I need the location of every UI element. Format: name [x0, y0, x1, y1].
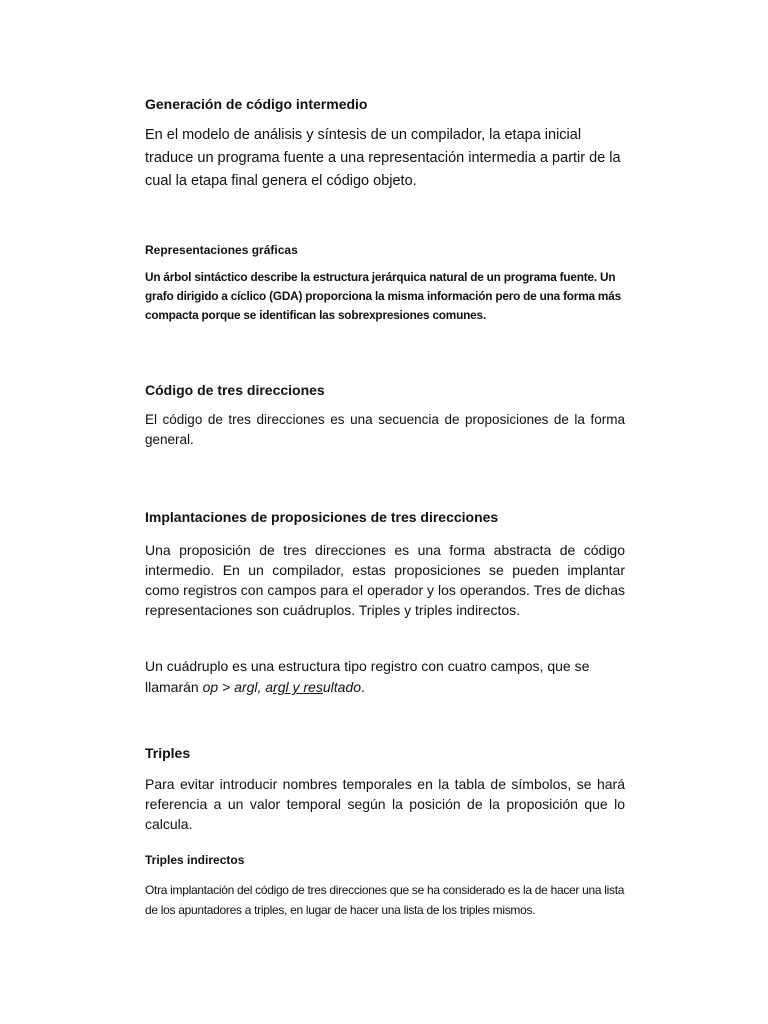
paragraph-triples: Para evitar introducir nombres temporales en la tabla de símbolos, se hará referencia a un valor temporal según la posición de la proposición que lo calcula. — [145, 776, 625, 832]
paragraph-codigo-tres: El código de tres direcciones es una secuencia de proposiciones de la forma general. — [145, 412, 625, 447]
cuadruplo-text: Un cuádruplo es una estructura tipo registro con cuatro campos, que se llamarán — [145, 658, 590, 695]
paragraph-implantaciones: Una proposición de tres direcciones es una forma abstracta de código intermedio. En un compilador, estas proposiciones se pueden implantar como registros con campos para el operador y los operandos. Tres de dichas representaciones son cuádruplos. Triples y triples indirectos. — [145, 542, 625, 618]
cuadruplo-op: op > — [202, 679, 231, 695]
cuadruplo-args: argl, a — [230, 679, 274, 695]
paragraph-generacion: En el modelo de análisis y síntesis de un compilador, la etapa inicial traduce un programa fuente a una representación intermedia a partir de la cual la etapa final genera el código objeto. — [145, 127, 621, 189]
cuadruplo-resultado: ultado — [322, 679, 361, 695]
section-heading-triples-indirectos: Triples indirectos — [145, 853, 245, 867]
cuadruplo-args-underlined: rgl y res — [273, 679, 323, 695]
section-heading-generacion: Generación de código intermedio — [145, 96, 368, 112]
paragraph-representaciones: Un árbol sintáctico describe la estructura jerárquica natural de un programa fuente. Un grafo dirigido a cíclico (GDA) proporciona la misma información pero de una forma más compacta porque se identifican las sobrexpresiones comunes. — [145, 270, 621, 322]
section-heading-implantaciones: Implantaciones de proposiciones de tres direcciones — [145, 509, 499, 525]
cuadruplo-period: . — [361, 679, 365, 695]
paragraph-cuadruplo — [145, 656, 625, 698]
paragraph-triples-indirectos: Otra implantación del código de tres direcciones que se ha considerado es la de hacer una lista de los apuntadores a triples, en lugar de hacer una lista de los triples mismos. — [145, 883, 625, 917]
section-heading-triples: Triples — [145, 745, 191, 761]
section-heading-representaciones: Representaciones gráficas — [145, 243, 298, 257]
section-heading-codigo-tres: Código de tres direcciones — [145, 382, 325, 398]
